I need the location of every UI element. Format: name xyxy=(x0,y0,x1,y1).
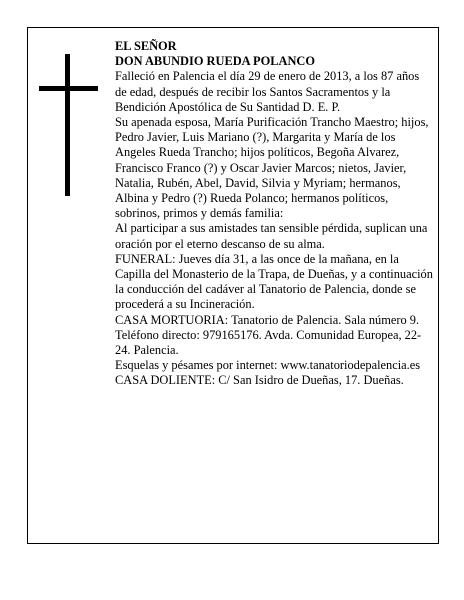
deceased-name: DON ABUNDIO RUEDA POLANCO xyxy=(115,54,315,69)
heading-title: EL SEÑOR xyxy=(115,39,177,53)
cross-icon-crossbar xyxy=(39,86,98,91)
family-list: Su apenada esposa, María Purificación Trancho Maestro; hijos, Pedro Javier, Luis Mariano (?), Margarita y María de los Angeles Rueda Trancho; hijos políticos, Begoña Alvarez, Francisco Franco (?) y Oscar Javier Marcos; nietos, Javier, Natalia, Rubén, Abel, David, Silvia y Myriam; hermanos, Albina y Pedro (?) Rueda Polanco; hermanos políticos, sobrinos, primos y demás familia: xyxy=(115,115,429,221)
family-home-address: CASA DOLIENTE: C/ San Isidro de Dueñas, 17. Dueñas. xyxy=(115,373,404,388)
funeral-info: FUNERAL: Jueves día 31, a las once de la mañana, en la Capilla del Monasterio de la Trapa, de Dueñas, y a continuación la conducción del cadáver al Tanatorio de Palencia, donde se procederá a su Incineración. xyxy=(115,251,433,312)
death-announcement: Falleció en Palencia el día 29 de enero de 2013, a los 87 años de edad, después de recibir los Santos Sacramentos y la Bendición Apostólica de Su Santidad D. E. P. xyxy=(115,69,420,114)
funeral-home-info: CASA MORTUORIA: Tanatorio de Palencia. Sala número 9. Teléfono directo: 979165176. Avda. Comunidad Europea, 22-24. Palencia. xyxy=(115,312,422,358)
prayer-request: Al participar a sus amistades tan sensible pérdida, suplican una oración por el eterno descanso de su alma. xyxy=(115,221,428,251)
obituary-text xyxy=(115,39,433,389)
internet-condolences: Esquelas y pésames por internet: www.tanatoriodepalencia.es xyxy=(115,358,421,373)
cross-icon xyxy=(65,54,70,196)
